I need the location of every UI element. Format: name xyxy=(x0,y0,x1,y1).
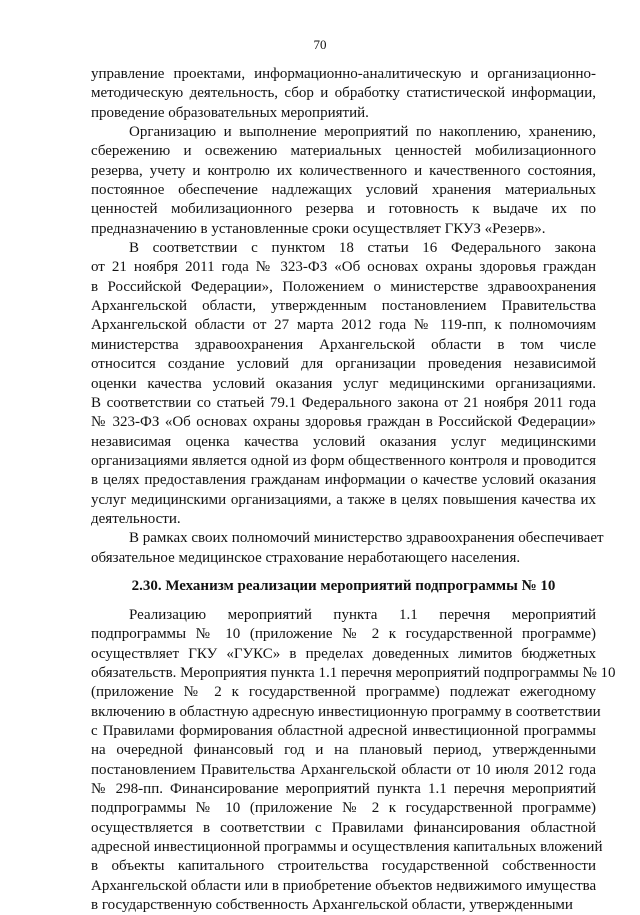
text-line: подпрограммы № 10 (приложение № 2 к государственной программе) xyxy=(91,626,596,643)
text-line: (приложение № 2 к государственной программе) подлежат ежегодному xyxy=(91,684,596,701)
text-line: Архангельской области или в приобретение объектов недвижимого имущества xyxy=(91,877,597,894)
section-heading: 2.30. Механизм реализации мероприятий подпрограммы № 10 xyxy=(131,577,556,594)
text-line: ценностей мобилизационного резерва и готовность к выдаче их по xyxy=(91,201,596,218)
text-line: от 21 ноября 2011 года № 323-ФЗ «Об основах охраны здоровья граждан xyxy=(91,259,596,276)
page-number: 70 xyxy=(313,37,327,52)
text-line: предназначению в установленные сроки осуществляет ГКУЗ «Резерв». xyxy=(91,220,546,237)
text-line: В соответствии с пунктом 18 статьи 16 Федерального закона xyxy=(129,240,596,257)
text-line: в целях предоставления гражданам информации о качестве условий оказания xyxy=(91,472,596,489)
text-line: услуг медицинскими организациями, а также в целях повышения качества их xyxy=(91,491,596,508)
text-line: методическую деятельность, сбор и обработку статистической информации, xyxy=(91,85,596,102)
text-line: в Российской Федерации», Положением о министерстве здравоохранения xyxy=(91,278,596,295)
text-line: в объекты капитального строительства государственной собственности xyxy=(91,858,596,875)
text-line: постановлением Правительства Архангельской области от 10 июля 2012 года xyxy=(91,761,596,778)
text-line: В рамках своих полномочий министерство здравоохранения обеспечивает xyxy=(129,530,604,547)
paragraph xyxy=(91,529,604,568)
text-line: обязательств. Мероприятия пункта 1.1 перечня мероприятий подпрограммы № 10 xyxy=(91,664,616,681)
paragraph xyxy=(91,123,596,239)
text-line: на очередной финансовый год и на плановый период, утвержденными xyxy=(91,742,596,759)
text-line: адресной инвестиционной программы и осуществления капитальных вложений xyxy=(91,839,603,856)
paragraph xyxy=(91,65,596,123)
text-line: осуществляется в соответствии с Правилами финансирования областной xyxy=(91,819,596,836)
text-line: деятельности. xyxy=(91,510,181,527)
text-line: с Правилами формирования областной адресной инвестиционной программы xyxy=(91,723,596,739)
text-line: постоянное обеспечение надлежащих условий хранения материальных xyxy=(91,182,596,199)
paragraph xyxy=(91,606,616,915)
paragraphs-after-heading xyxy=(91,606,616,915)
text-line: осуществляет ГКУ «ГУКС» в пределах доведенных лимитов бюджетных xyxy=(91,645,596,662)
text-line: Реализацию мероприятий пункта 1.1 перечня мероприятий xyxy=(129,606,596,623)
text-line: Организацию и выполнение мероприятий по накоплению, хранению, xyxy=(129,124,596,141)
text-line: обязательное медицинское страхование неработающего населения. xyxy=(91,549,521,566)
text-line: управление проектами, информационно-аналитическую и организационно- xyxy=(91,66,596,82)
text-line: проведение образовательных мероприятий. xyxy=(91,104,369,121)
text-line: относится создание условий для организации проведения независимой xyxy=(91,356,596,373)
document-body xyxy=(91,65,616,915)
text-line: оценки качества условий оказания услуг медицинскими организациями. xyxy=(91,375,596,392)
text-line: № 298-пп. Финансирование мероприятий пункта 1.1 перечня мероприятий xyxy=(91,781,596,798)
text-line: В соответствии со статьей 79.1 Федерального закона от 21 ноября 2011 года xyxy=(91,394,596,411)
text-line: включению в областную адресную инвестиционную программу в соответствии xyxy=(91,703,601,720)
text-line: сбережению и освежению материальных ценностей мобилизационного xyxy=(91,143,596,160)
paragraphs-before-heading xyxy=(91,65,604,568)
text-line: организациями является одной из форм общественного контроля и проводится xyxy=(91,452,596,469)
text-line: № 323-ФЗ «Об основах охраны здоровья граждан в Российской Федерации» xyxy=(91,414,596,431)
text-line: подпрограммы № 10 (приложение № 2 к государственной программе) xyxy=(91,800,596,817)
text-line: министерства здравоохранения Архангельской области в том числе xyxy=(91,336,596,353)
text-line: резерва, учету и контролю их количественного и качественного состояния, xyxy=(91,162,596,179)
text-line: Архангельской области от 27 марта 2012 года № 119-пп, к полномочиям xyxy=(91,317,596,334)
text-line: в государственную собственность Архангельской области, утвержденными xyxy=(91,897,573,914)
paragraph xyxy=(91,239,596,529)
text-line: Архангельской области, утвержденным постановлением Правительства xyxy=(91,298,596,315)
text-line: независимая оценка качества условий оказания услуг медицинскими xyxy=(91,433,596,450)
